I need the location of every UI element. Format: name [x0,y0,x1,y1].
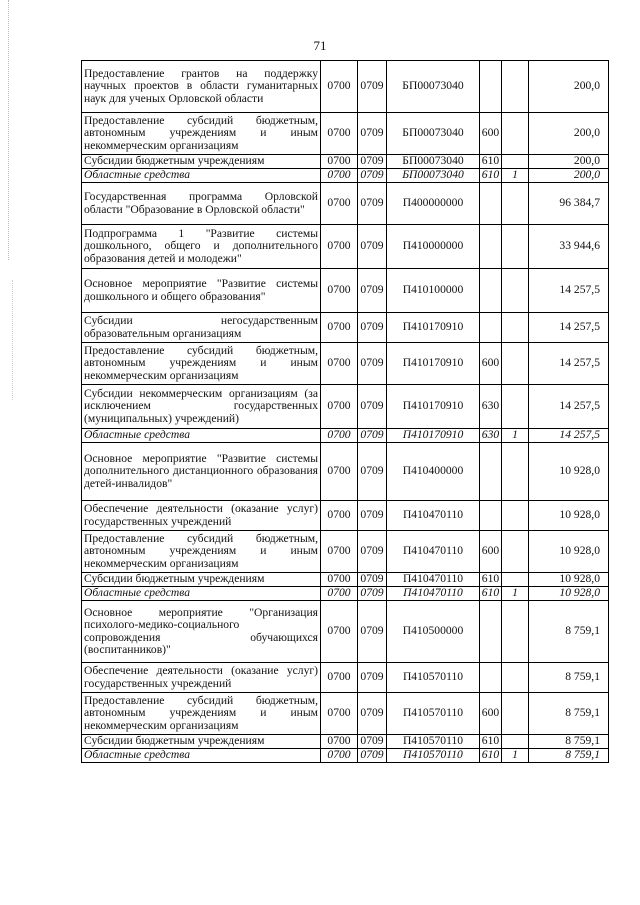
row-podrazdel: 0709 [358,663,387,693]
row-vr: 600 [480,113,502,155]
row-csr: П410170910 [387,385,480,429]
row-podrazdel: 0709 [358,343,387,385]
table-row [82,587,609,601]
row-podrazdel: 0709 [358,113,387,155]
page-number: 71 [313,38,327,53]
row-vr [480,663,502,693]
row-razdel: 0700 [321,429,358,443]
table-row [82,385,609,429]
table-row [82,313,609,343]
row-amount: 10 928,0 [529,501,609,531]
budget-table-wrapper [81,60,609,763]
row-name: Подпрограмма 1 "Развитие системы дошкольного, общего и дополнительного образования детей и молодежи" [82,225,321,269]
budget-table-body [82,61,609,763]
row-name: Основное мероприятие "Развитие системы дополнительного дистанционного образования детей-инвалидов" [82,443,321,501]
row-source [502,183,529,225]
row-name: Областные средства [82,169,321,183]
row-name: Предоставление субсидий бюджетным, автономным учреждениям и иным некоммерческим организациям [82,531,321,573]
row-amount: 8 759,1 [529,735,609,749]
row-razdel: 0700 [321,269,358,313]
row-vr [480,313,502,343]
row-vr: 630 [480,429,502,443]
row-vr: 600 [480,531,502,573]
row-source: 1 [502,587,529,601]
row-podrazdel: 0709 [358,155,387,169]
table-row [82,343,609,385]
row-csr: П410170910 [387,313,480,343]
table-row [82,501,609,531]
row-razdel: 0700 [321,61,358,113]
row-podrazdel: 0709 [358,573,387,587]
row-source [502,573,529,587]
row-source [502,735,529,749]
row-source: 1 [502,429,529,443]
row-vr: 630 [480,385,502,429]
row-source [502,663,529,693]
row-amount: 14 257,5 [529,429,609,443]
row-amount: 14 257,5 [529,269,609,313]
row-razdel: 0700 [321,343,358,385]
row-razdel: 0700 [321,735,358,749]
row-csr: БП00073040 [387,113,480,155]
row-vr: 600 [480,343,502,385]
row-csr: БП00073040 [387,169,480,183]
row-podrazdel: 0709 [358,587,387,601]
row-podrazdel: 0709 [358,531,387,573]
row-csr: БП00073040 [387,61,480,113]
row-podrazdel: 0709 [358,61,387,113]
table-row [82,183,609,225]
row-csr: П410100000 [387,269,480,313]
row-csr: П410470110 [387,587,480,601]
row-name: Субсидии негосударственным образовательным организациям [82,313,321,343]
row-podrazdel: 0709 [358,693,387,735]
row-amount: 8 759,1 [529,663,609,693]
row-podrazdel: 0709 [358,735,387,749]
row-razdel: 0700 [321,749,358,763]
row-podrazdel: 0709 [358,269,387,313]
row-razdel: 0700 [321,443,358,501]
row-source [502,313,529,343]
row-razdel: 0700 [321,169,358,183]
row-vr: 610 [480,735,502,749]
row-amount: 14 257,5 [529,385,609,429]
row-vr [480,61,502,113]
scan-margin-mark [12,280,14,400]
row-source [502,443,529,501]
row-podrazdel: 0709 [358,443,387,501]
row-amount: 200,0 [529,155,609,169]
row-csr: П410470110 [387,501,480,531]
row-podrazdel: 0709 [358,601,387,663]
row-vr [480,601,502,663]
row-razdel: 0700 [321,313,358,343]
table-row [82,429,609,443]
row-source [502,531,529,573]
row-amount: 10 928,0 [529,531,609,573]
row-razdel: 0700 [321,225,358,269]
table-row [82,113,609,155]
row-amount: 200,0 [529,169,609,183]
row-razdel: 0700 [321,587,358,601]
table-row [82,663,609,693]
row-csr: П410570110 [387,693,480,735]
row-vr: 610 [480,587,502,601]
row-podrazdel: 0709 [358,183,387,225]
row-source: 1 [502,169,529,183]
row-source: 1 [502,749,529,763]
table-row [82,269,609,313]
row-name: Субсидии бюджетным учреждениям [82,735,321,749]
row-vr: 610 [480,749,502,763]
row-source [502,225,529,269]
row-vr [480,183,502,225]
row-amount: 8 759,1 [529,601,609,663]
table-row [82,61,609,113]
table-row [82,155,609,169]
row-csr: П410400000 [387,443,480,501]
row-amount: 200,0 [529,113,609,155]
table-row [82,443,609,501]
row-name: Предоставление субсидий бюджетным, автономным учреждениям и иным некоммерческим организациям [82,693,321,735]
row-vr [480,501,502,531]
row-name: Предоставление субсидий бюджетным, автономным учреждениям и иным некоммерческим организациям [82,343,321,385]
row-vr [480,443,502,501]
row-podrazdel: 0709 [358,225,387,269]
table-row [82,693,609,735]
row-source [502,601,529,663]
row-source [502,113,529,155]
table-row [82,749,609,763]
row-podrazdel: 0709 [358,429,387,443]
row-csr: П410170910 [387,429,480,443]
row-source [502,343,529,385]
row-podrazdel: 0709 [358,313,387,343]
row-source [502,501,529,531]
row-amount: 8 759,1 [529,693,609,735]
table-row [82,169,609,183]
table-row [82,601,609,663]
row-vr: 610 [480,573,502,587]
row-source [502,693,529,735]
row-name: Субсидии бюджетным учреждениям [82,573,321,587]
row-csr: П400000000 [387,183,480,225]
row-amount: 200,0 [529,61,609,113]
row-amount: 8 759,1 [529,749,609,763]
row-source [502,269,529,313]
row-csr: П410470110 [387,573,480,587]
row-name: Государственная программа Орловской области "Образование в Орловской области" [82,183,321,225]
row-podrazdel: 0709 [358,749,387,763]
row-csr: П410570110 [387,735,480,749]
row-csr: БП00073040 [387,155,480,169]
row-vr: 610 [480,169,502,183]
row-name: Предоставление субсидий бюджетным, автономным учреждениям и иным некоммерческим организациям [82,113,321,155]
row-source [502,61,529,113]
row-podrazdel: 0709 [358,169,387,183]
row-source [502,155,529,169]
row-amount: 10 928,0 [529,443,609,501]
row-razdel: 0700 [321,113,358,155]
row-name: Обеспечение деятельности (оказание услуг) государственных учреждений [82,663,321,693]
row-name: Обеспечение деятельности (оказание услуг) государственных учреждений [82,501,321,531]
row-name: Субсидии бюджетным учреждениям [82,155,321,169]
row-razdel: 0700 [321,183,358,225]
row-csr: П410570110 [387,663,480,693]
row-amount: 96 384,7 [529,183,609,225]
row-razdel: 0700 [321,601,358,663]
row-name: Областные средства [82,587,321,601]
row-razdel: 0700 [321,155,358,169]
row-razdel: 0700 [321,531,358,573]
row-name: Областные средства [82,429,321,443]
row-csr: П410470110 [387,531,480,573]
row-razdel: 0700 [321,693,358,735]
row-name: Субсидии некоммерческим организациям (за исключением государственных (муниципальных) учреждений) [82,385,321,429]
row-amount: 10 928,0 [529,573,609,587]
budget-table [81,60,609,763]
row-vr: 610 [480,155,502,169]
row-source [502,385,529,429]
row-razdel: 0700 [321,501,358,531]
row-razdel: 0700 [321,663,358,693]
row-podrazdel: 0709 [358,385,387,429]
row-name: Предоставление грантов на поддержку научных проектов в области гуманитарных наук для ученых Орловской области [82,61,321,113]
table-row [82,531,609,573]
row-razdel: 0700 [321,573,358,587]
row-name: Областные средства [82,749,321,763]
row-razdel: 0700 [321,385,358,429]
row-csr: П410000000 [387,225,480,269]
row-amount: 10 928,0 [529,587,609,601]
row-name: Основное мероприятие "Организация психолого-медико-социального сопровождения обучающихся (воспитанников)" [82,601,321,663]
table-row [82,573,609,587]
table-row [82,225,609,269]
row-name: Основное мероприятие "Развитие системы дошкольного и общего образования" [82,269,321,313]
row-vr [480,269,502,313]
row-amount: 33 944,6 [529,225,609,269]
row-vr [480,225,502,269]
table-row [82,735,609,749]
row-amount: 14 257,5 [529,343,609,385]
row-csr: П410570110 [387,749,480,763]
row-csr: П410170910 [387,343,480,385]
row-vr: 600 [480,693,502,735]
row-csr: П410500000 [387,601,480,663]
row-podrazdel: 0709 [358,501,387,531]
row-amount: 14 257,5 [529,313,609,343]
